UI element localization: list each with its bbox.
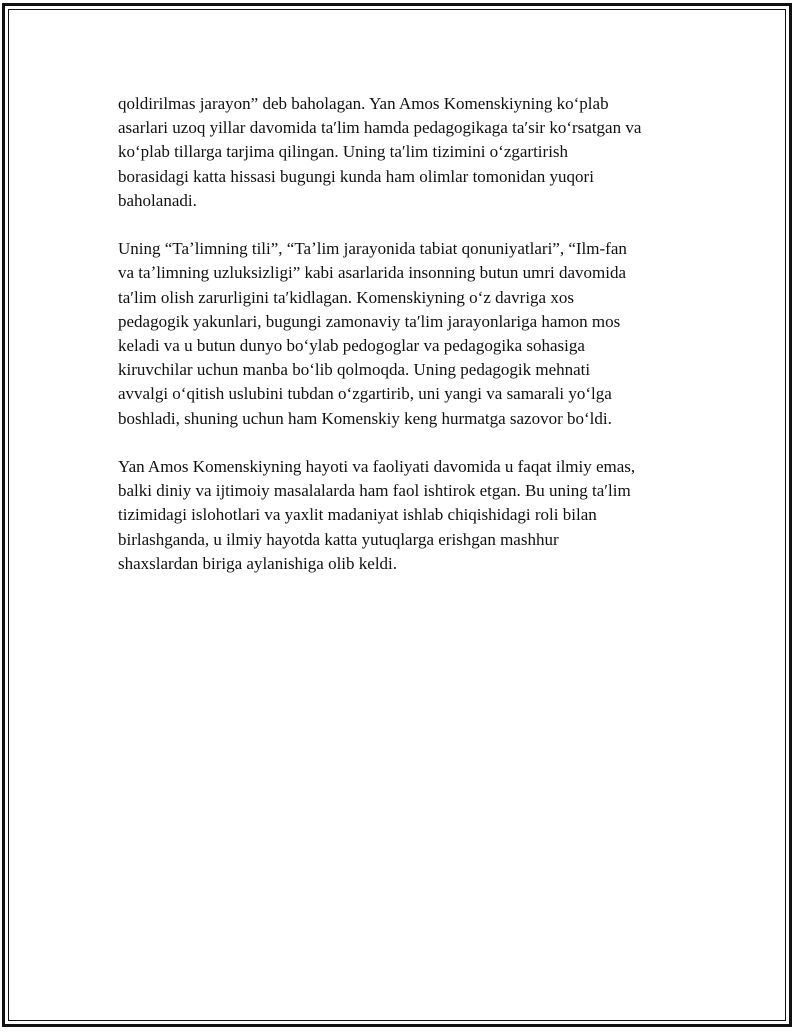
text-line: qoldirilmas jarayon” deb baholagan. Yan Amos Komenskiyning koʻplab bbox=[118, 94, 609, 113]
text-line: kiruvchilar uchun manba boʻlib qolmoqda. Uning pedagogik mehnati bbox=[118, 360, 591, 380]
document-body bbox=[118, 92, 698, 600]
text-line: boshladi, shuning uchun ham Komenskiy keng hurmatga sazovor boʻldi. bbox=[118, 408, 612, 428]
text-line: keladi va u butun dunyo boʻylab pedogoglar va pedagogika sohasiga bbox=[118, 336, 585, 356]
text-line: koʻplab tillarga tarjima qilingan. Uning taʹlim tizimini oʻzgartirish bbox=[118, 142, 569, 162]
text-line: avvalgi oʻqitish uslubini tubdan oʻzgartirib, uni yangi va samarali yoʻlga bbox=[118, 384, 612, 404]
text-line: asarlari uzoq yillar davomida taʹlim hamda pedagogikaga taʹsir koʻrsatgan va bbox=[118, 118, 642, 138]
text-line: borasidagi katta hissasi bugungi kunda ham olimlar tomonidan yuqori bbox=[118, 166, 594, 186]
paragraph bbox=[118, 455, 698, 576]
text-line: Yan Amos Komenskiyning hayoti va faoliyati davomida u faqat ilmiy emas, bbox=[118, 457, 636, 477]
text-line: Uning “Taʼlimning tili”, “Taʼlim jarayonida tabiat qonuniyatlari”, “Ilm-fan bbox=[118, 239, 627, 259]
text-line: shaxslardan biriga aylanishiga olib keldi. bbox=[118, 553, 398, 573]
text-line: taʹlim olish zarurligini taʹkidlagan. Komenskiyning oʻz davriga xos bbox=[118, 287, 574, 307]
text-line: pedagogik yakunlari, bugungi zamonaviy taʹlim jarayonlariga hamon mos bbox=[118, 311, 621, 331]
paragraph bbox=[118, 92, 698, 213]
text-line: balki diniy va ijtimoiy masalalarda ham faol ishtirok etgan. Bu uning taʹlim bbox=[118, 481, 631, 501]
text-line: birlashganda, u ilmiy hayotda katta yutuqlarga erishgan mashhur bbox=[118, 529, 559, 549]
text-line: baholanadi. bbox=[118, 190, 197, 210]
paragraph bbox=[118, 237, 698, 431]
text-line: tizimidagi islohotlari va yaxlit madaniyat ishlab chiqishidagi roli bilan bbox=[118, 505, 597, 525]
text-line: va taʼlimning uzluksizligi” kabi asarlarida insonning butun umri davomida bbox=[118, 263, 626, 283]
